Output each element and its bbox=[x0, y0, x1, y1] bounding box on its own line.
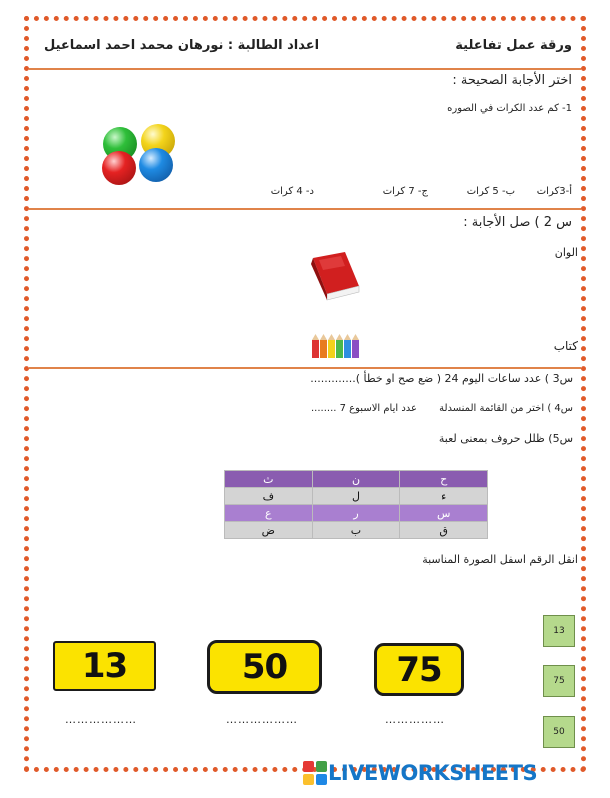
match-label-colors[interactable]: الوان bbox=[554, 246, 578, 259]
worksheet-title: ورقة عمل تفاعلية bbox=[455, 38, 572, 53]
liveworksheets-logo bbox=[302, 760, 537, 786]
letter-cell[interactable]: ء bbox=[400, 488, 488, 505]
letter-cell[interactable]: ب bbox=[312, 522, 400, 539]
divider-2 bbox=[29, 208, 581, 210]
letter-grid bbox=[224, 470, 488, 539]
q1-instruction: اختر الأجابة الصحيحة : bbox=[452, 73, 572, 88]
answer-blank-1[interactable]: ……………… bbox=[65, 713, 137, 726]
answer-blank-3[interactable]: …………… bbox=[385, 713, 445, 726]
letter-cell[interactable]: ق bbox=[400, 522, 488, 539]
drag-box-50[interactable]: 50 bbox=[543, 716, 575, 748]
letter-row bbox=[225, 471, 488, 488]
q1-option-b[interactable]: ب- 5 كرات bbox=[466, 186, 515, 197]
q5-text: س5) ظلل حروف بمعنى لعبة bbox=[438, 432, 573, 445]
letter-cell[interactable]: ل bbox=[312, 488, 400, 505]
answer-blank-2[interactable]: ……………… bbox=[226, 713, 298, 726]
letter-row bbox=[225, 488, 488, 505]
divider-1 bbox=[29, 68, 581, 70]
q2-title: س 2 ) صل الأجابة : bbox=[463, 215, 572, 230]
q1-option-d[interactable]: د- 4 كرات bbox=[270, 186, 314, 197]
letter-cell[interactable]: ف bbox=[225, 488, 313, 505]
drag-box-13[interactable]: 13 bbox=[543, 615, 575, 647]
sign-number: 50 bbox=[241, 647, 288, 687]
q3-text[interactable]: س3 ) عدد ساعات اليوم 24 ( ضع صح او خطأ )............. bbox=[310, 372, 573, 385]
letter-cell[interactable]: ث bbox=[225, 471, 313, 488]
number-sign-75 bbox=[374, 643, 464, 696]
number-sign-50 bbox=[207, 640, 322, 694]
red-book-icon[interactable] bbox=[305, 250, 363, 304]
letter-row bbox=[225, 522, 488, 539]
match-label-book[interactable]: كتاب bbox=[553, 339, 578, 353]
red-ball bbox=[102, 151, 136, 185]
letter-cell[interactable]: ض bbox=[225, 522, 313, 539]
q6-instruction: انقل الرقم اسفل الصورة المناسبة bbox=[422, 553, 578, 566]
q4-statement-dropdown[interactable]: عدد ايام الاسبوع 7 ........ bbox=[311, 403, 417, 414]
author-line: اعداد الطالبة : نورهان محمد احمد اسماعيل bbox=[44, 38, 320, 53]
number-sign-13 bbox=[53, 641, 156, 691]
letter-cell[interactable]: ع bbox=[225, 505, 313, 522]
q1-question: 1- كم عدد الكرات في الصوره bbox=[447, 103, 572, 114]
letter-cell[interactable]: ن bbox=[312, 471, 400, 488]
sign-number: 13 bbox=[81, 646, 128, 686]
blue-ball bbox=[139, 148, 173, 182]
divider-3 bbox=[29, 367, 581, 369]
liveworksheets-logo-icon bbox=[302, 760, 328, 786]
q4-label: س4 ) اختر من القائمة المنسدلة bbox=[439, 403, 573, 414]
letter-cell[interactable]: س bbox=[400, 505, 488, 522]
sign-number: 75 bbox=[396, 649, 442, 690]
brand-wordmark: LIVEWORKSHEETS bbox=[328, 761, 538, 785]
letter-cell[interactable]: ر bbox=[312, 505, 400, 522]
letter-cell[interactable]: ح bbox=[400, 471, 488, 488]
drag-box-75[interactable]: 75 bbox=[543, 665, 575, 697]
colored-pencils-icon[interactable] bbox=[311, 334, 365, 360]
letter-row bbox=[225, 505, 488, 522]
q1-option-a[interactable]: أ-3كرات bbox=[536, 186, 572, 197]
q1-option-c[interactable]: ج- 7 كرات bbox=[382, 186, 428, 197]
